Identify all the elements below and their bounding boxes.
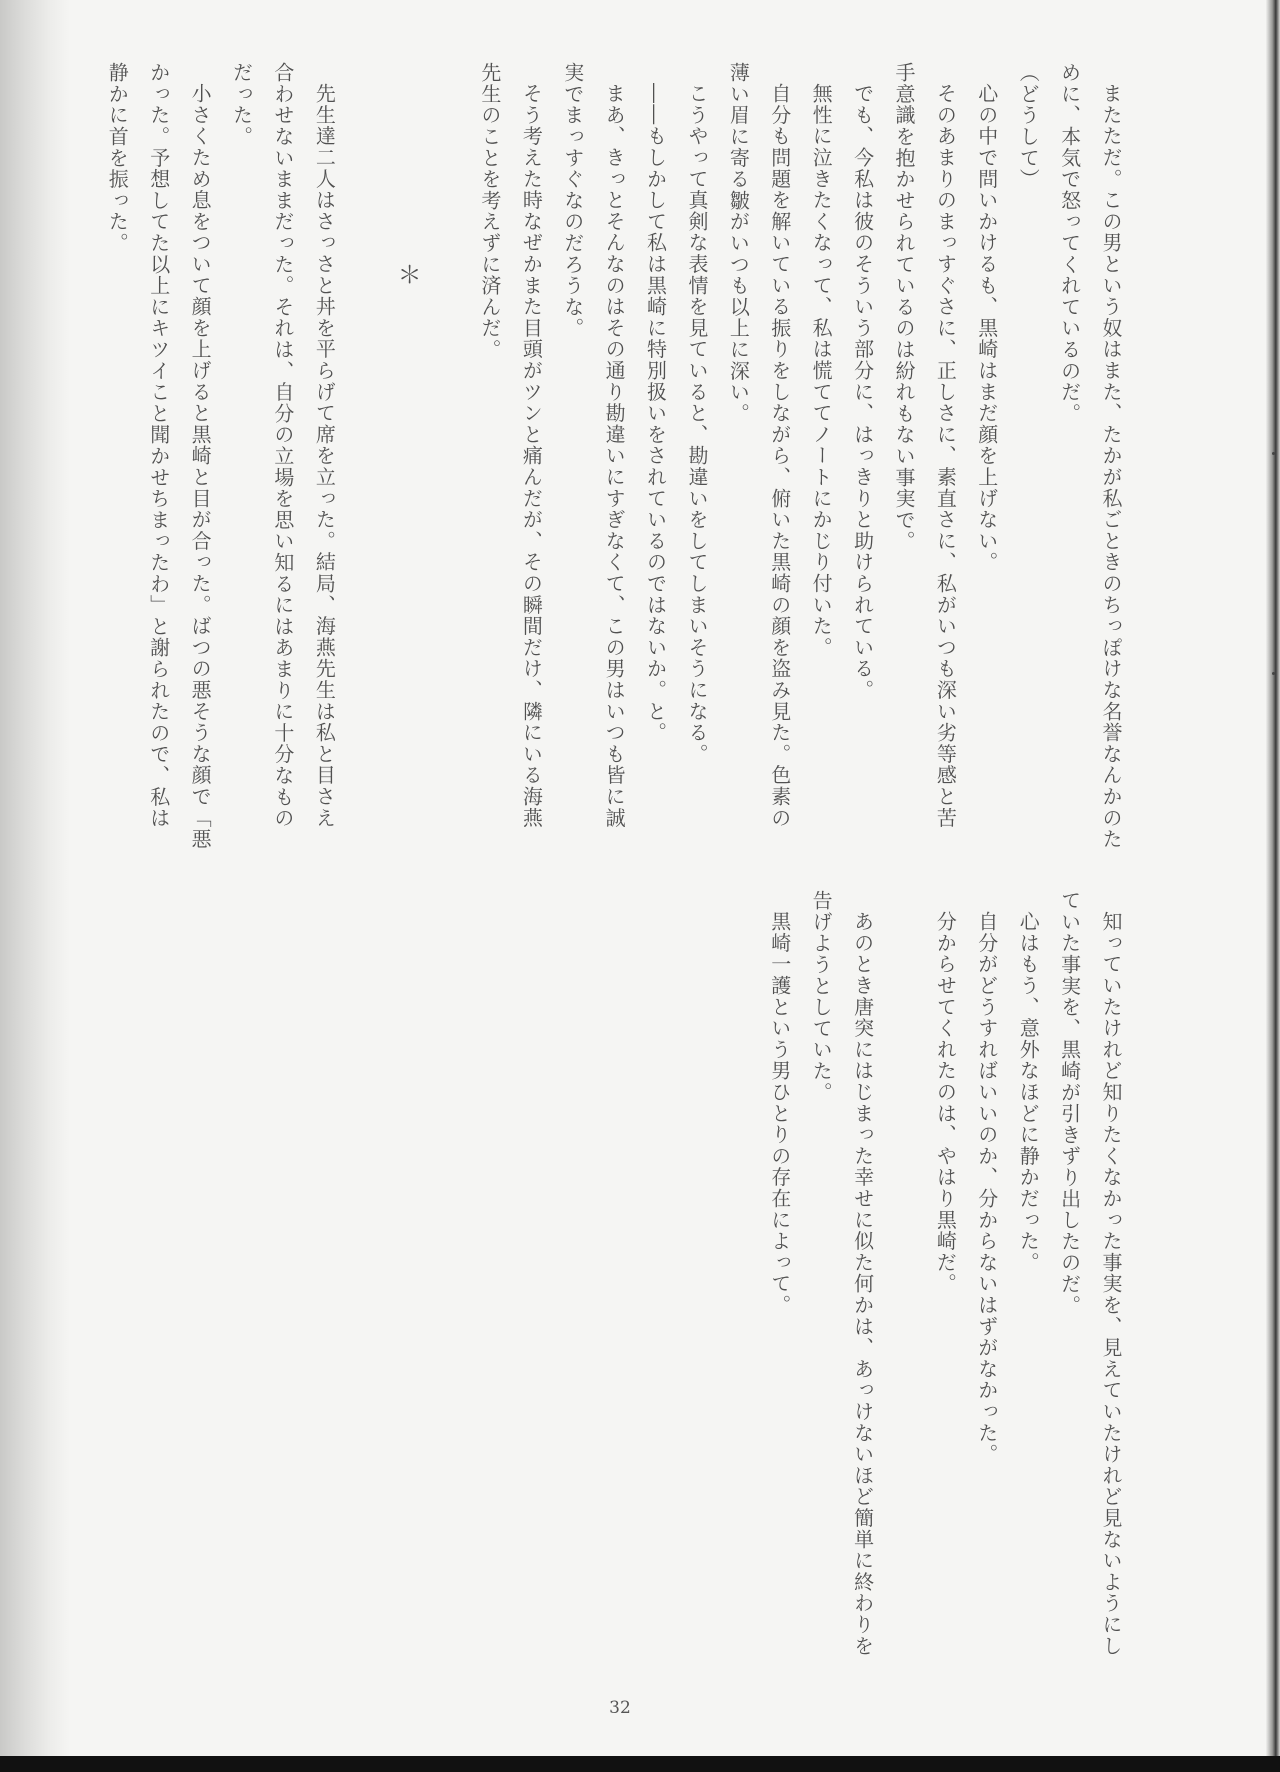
edge-mark bbox=[1272, 672, 1275, 675]
text-line: かった。予想してた以上にキツイこと聞かせちまったわ」と謝られたので、私は bbox=[146, 62, 171, 829]
text-line: まあ、きっとそんなのはその通り勘違いにすぎなくて、この男はいつも皆に誠 bbox=[602, 83, 627, 829]
text-line: 小さくため息をついて顔を上げると黒崎と目が合った。ばつの悪そうな顔で「悪 bbox=[188, 83, 213, 851]
section-break-asterisk: ＊ bbox=[393, 262, 422, 288]
text-line: 実でまっすぐなのだろうな。 bbox=[560, 62, 585, 339]
blank-line bbox=[344, 62, 385, 850]
text-line: 告げようとしていた。 bbox=[809, 890, 834, 1103]
text-line: 先生のことを考えずに済んだ。 bbox=[477, 62, 502, 361]
text-line: ――もしかして私は黒崎に特別扱いをされているのではないか。と。 bbox=[643, 83, 668, 744]
text-line: そう考えた時なぜかまた目頭がツンと痛んだが、その瞬間だけ、隣にいる海燕 bbox=[519, 83, 544, 829]
text-block-top bbox=[96, 62, 1131, 850]
page-edge bbox=[1266, 0, 1280, 1760]
text-line: 先生達二人はさっさと丼を平らげて席を立った。結局、海燕先生は私と目さえ bbox=[312, 83, 337, 829]
text-line: だった。 bbox=[229, 62, 254, 148]
text-line: めに、本気で怒ってくれているのだ。 bbox=[1057, 62, 1082, 425]
binding-shadow bbox=[0, 0, 70, 1772]
text-line: 静かに首を振った。 bbox=[105, 62, 130, 254]
text-line: あのとき唐突にはじまった幸せに似た何かは、あっけないほど簡単に終わりを bbox=[850, 911, 875, 1657]
text-line: 分からせてくれたのは、やはり黒崎だ。 bbox=[933, 911, 958, 1295]
text-line: 自分がどうすればいいのか、分からないはずがなかった。 bbox=[974, 911, 999, 1466]
text-line: こうやって真剣な表情を見ていると、勘違いをしてしまいそうになる。 bbox=[684, 83, 709, 765]
edge-mark bbox=[1272, 452, 1275, 455]
text-line: 黒崎一護という男ひとりの存在によって。 bbox=[767, 911, 792, 1316]
text-line: そのあまりのまっすぐさに、正しさに、素直さに、私がいつも深い劣等感と苦 bbox=[933, 83, 958, 829]
text-line: 心はもう、意外なほどに静かだった。 bbox=[1016, 911, 1041, 1274]
text-block-bottom bbox=[758, 890, 1131, 1657]
text-line: 自分も問題を解いている振りをしながら、俯いた黒崎の顔を盗み見た。色素の bbox=[767, 83, 792, 829]
text-line: ていた事実を、黒崎が引きずり出したのだ。 bbox=[1057, 890, 1082, 1316]
text-line: またただ。この男という奴はまた、たかが私ごときのちっぽけな名誉なんかのた bbox=[1099, 83, 1123, 851]
text-line: 心の中で問いかけるも、黒崎はまだ顔を上げない。 bbox=[974, 83, 999, 574]
text-line: 合わせないままだった。それは、自分の立場を思い知るにはあまりに十分なもの bbox=[270, 62, 295, 829]
blank-line bbox=[883, 890, 924, 1657]
text-line: 薄い眉に寄る皺がいつも以上に深い。 bbox=[726, 62, 751, 425]
scan-border bbox=[0, 1756, 1280, 1772]
text-line: （どうして） bbox=[1016, 62, 1041, 190]
text-line: でも、今私は彼のそういう部分に、はっきりと助けられている。 bbox=[850, 83, 875, 701]
text-line: 手意識を抱かせられているのは紛れもない事実で。 bbox=[891, 62, 916, 552]
text-line: 知っていたけれど知りたくなかった事実を、見えていたけれど見ないようにし bbox=[1099, 911, 1123, 1657]
text-line: 無性に泣きたくなって、私は慌ててノートにかじり付いた。 bbox=[809, 83, 834, 659]
blank-line bbox=[427, 62, 468, 850]
page-number: 32 bbox=[609, 1698, 631, 1718]
